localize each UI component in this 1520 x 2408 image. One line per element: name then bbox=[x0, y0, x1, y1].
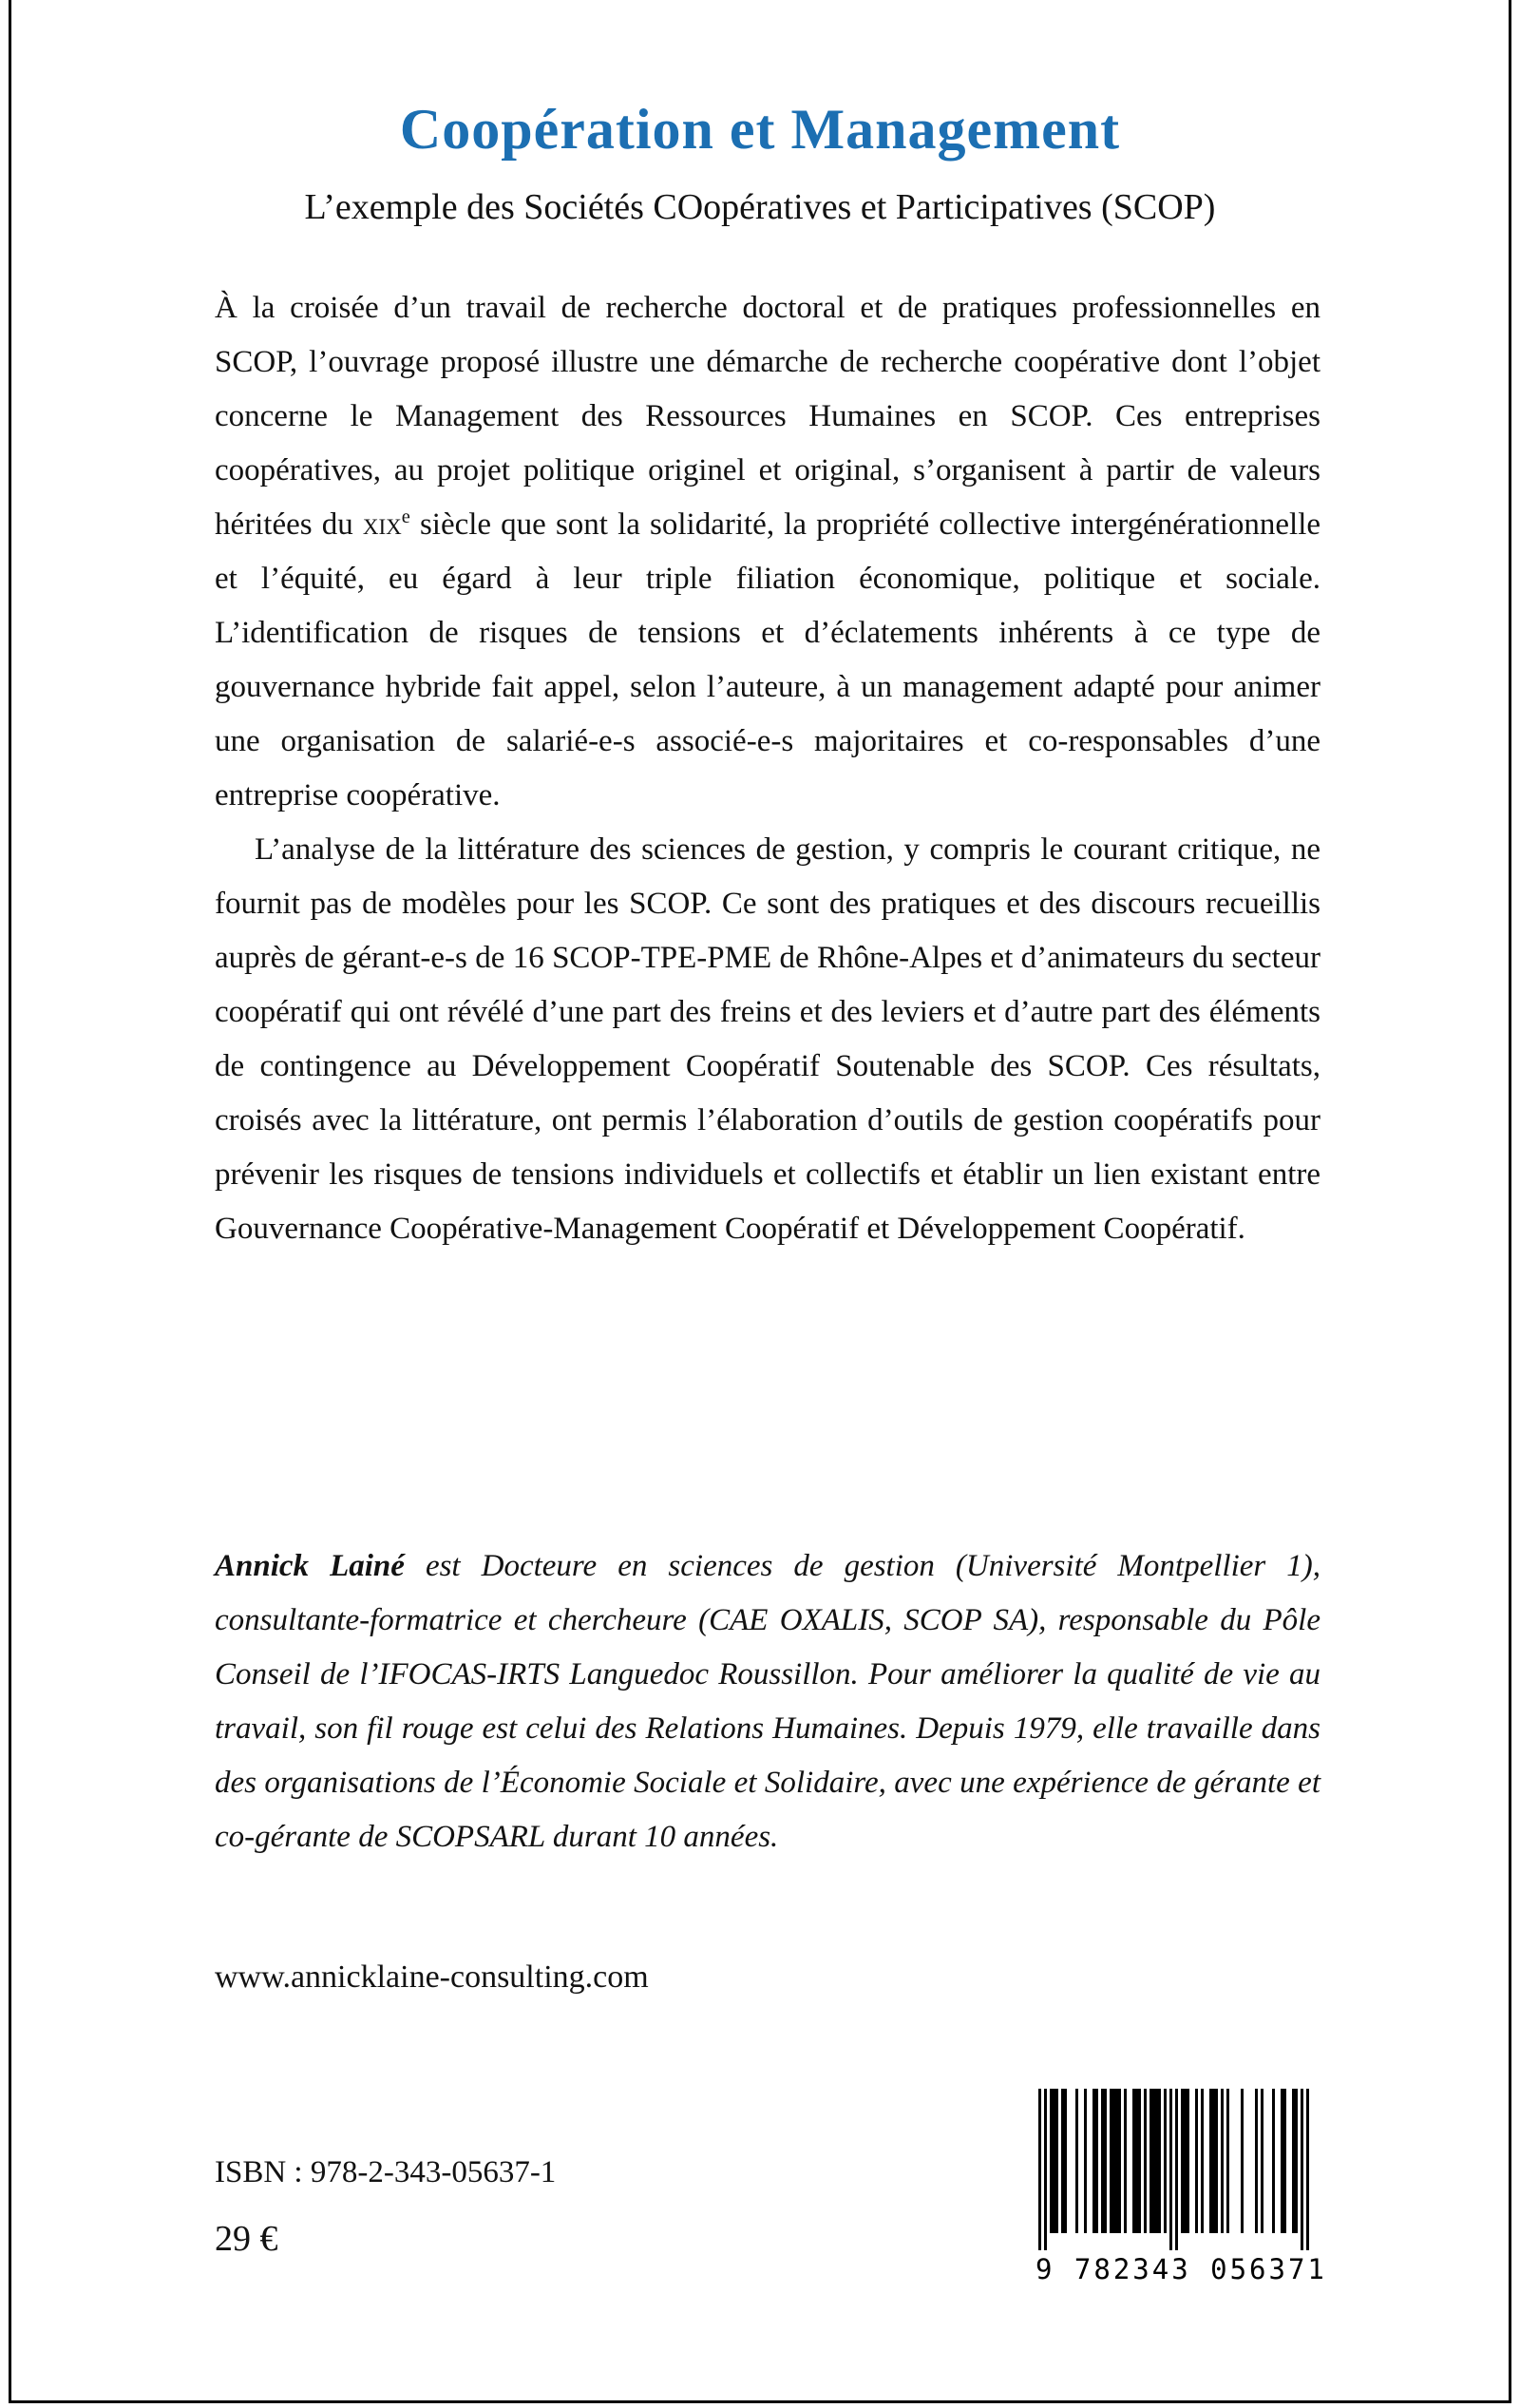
author-bio-paragraph bbox=[215, 1539, 1320, 1864]
book-subtitle: L’exemple des Sociétés COopératives et Participatives (SCOP) bbox=[304, 187, 1216, 227]
barcode bbox=[1036, 2089, 1327, 2285]
synopsis bbox=[215, 281, 1320, 1256]
synopsis-paragraph-2: L’analyse de la littérature des sciences de gestion, y compris le courant critique, ne fournit pas de modèles pour les SCOP. Ce sont des pratiques et des discours recueillis auprès de gérant-e-s de 16 SCOP-TPE-PME de Rhône-Alpes et d’animateurs du secteur coopératif qui ont révélé d’une part des freins et des leviers et d’autre part des éléments de contingence au Développement Coopératif Soutenable des SCOP. Ces résultats, croisés avec la littérature, ont permis l’élaboration d’outils de gestion coopératifs pour prévenir les risques de tensions individuels et collectifs et établir un lien existant entre Gouvernance Coopérative-Management Coopératif et Développement Coopératif. bbox=[215, 832, 1320, 1246]
century-ordinal-superscript: e bbox=[401, 506, 410, 527]
author-name: Annick Lainé bbox=[215, 1549, 405, 1583]
isbn-text: ISBN : 978-2-343-05637-1 bbox=[215, 2155, 557, 2189]
price-text: 29 € bbox=[215, 2219, 278, 2259]
synopsis-paragraph-1 bbox=[215, 281, 1320, 823]
website-url: www.annicklaine-consulting.com bbox=[215, 1959, 649, 1995]
author-bio-text: est Docteure en sciences de gestion (Université Montpellier 1), consultante-formatrice et chercheure (CAE OXALIS, SCOP SA), responsable du Pôle Conseil de l’IFOCAS-IRTS Languedoc Roussillon. Pour améliorer la qualité de vie au travail, son fil rouge est celui des Relations Humaines. Depuis 1979, elle travaille dans des organisations de l’Économie Sociale et Solidaire, avec une expérience de gérante et co-gérante de SCOPSARL durant 10 années. bbox=[215, 1549, 1320, 1854]
century-roman-numeral: xix bbox=[362, 507, 402, 542]
barcode-bars bbox=[1038, 2089, 1309, 2250]
author-bio bbox=[215, 1539, 1320, 1864]
synopsis-paragraph-1-end: siècle que sont la solidarité, la propriété collective intergénérationnelle et l’équité, eu égard à leur triple filiation économique, politique et sociale. L’identification de risques de tensions et d’éclatements inhérents à ce type de gouvernance hybride fait appel, selon l’auteure, à un management adapté pour animer une organisation de salarié-e-s associé-e-s majoritaires et co-responsables d’une entreprise coopérative. bbox=[215, 507, 1321, 812]
book-title: Coopération et Management bbox=[399, 98, 1121, 161]
synopsis-paragraph-1-start: À la croisée d’un travail de recherche doctoral et de pratiques professionnelles en SCOP, l’ouvrage proposé illustre une démarche de recherche coopérative dont l’objet concerne le Management des Ressources Humaines en SCOP. Ces entreprises coopératives, au projet politique originel et original, s’organisent à partir de valeurs héritées du bbox=[215, 291, 1320, 542]
barcode-number: 9 782343 056371 bbox=[1036, 2253, 1327, 2285]
